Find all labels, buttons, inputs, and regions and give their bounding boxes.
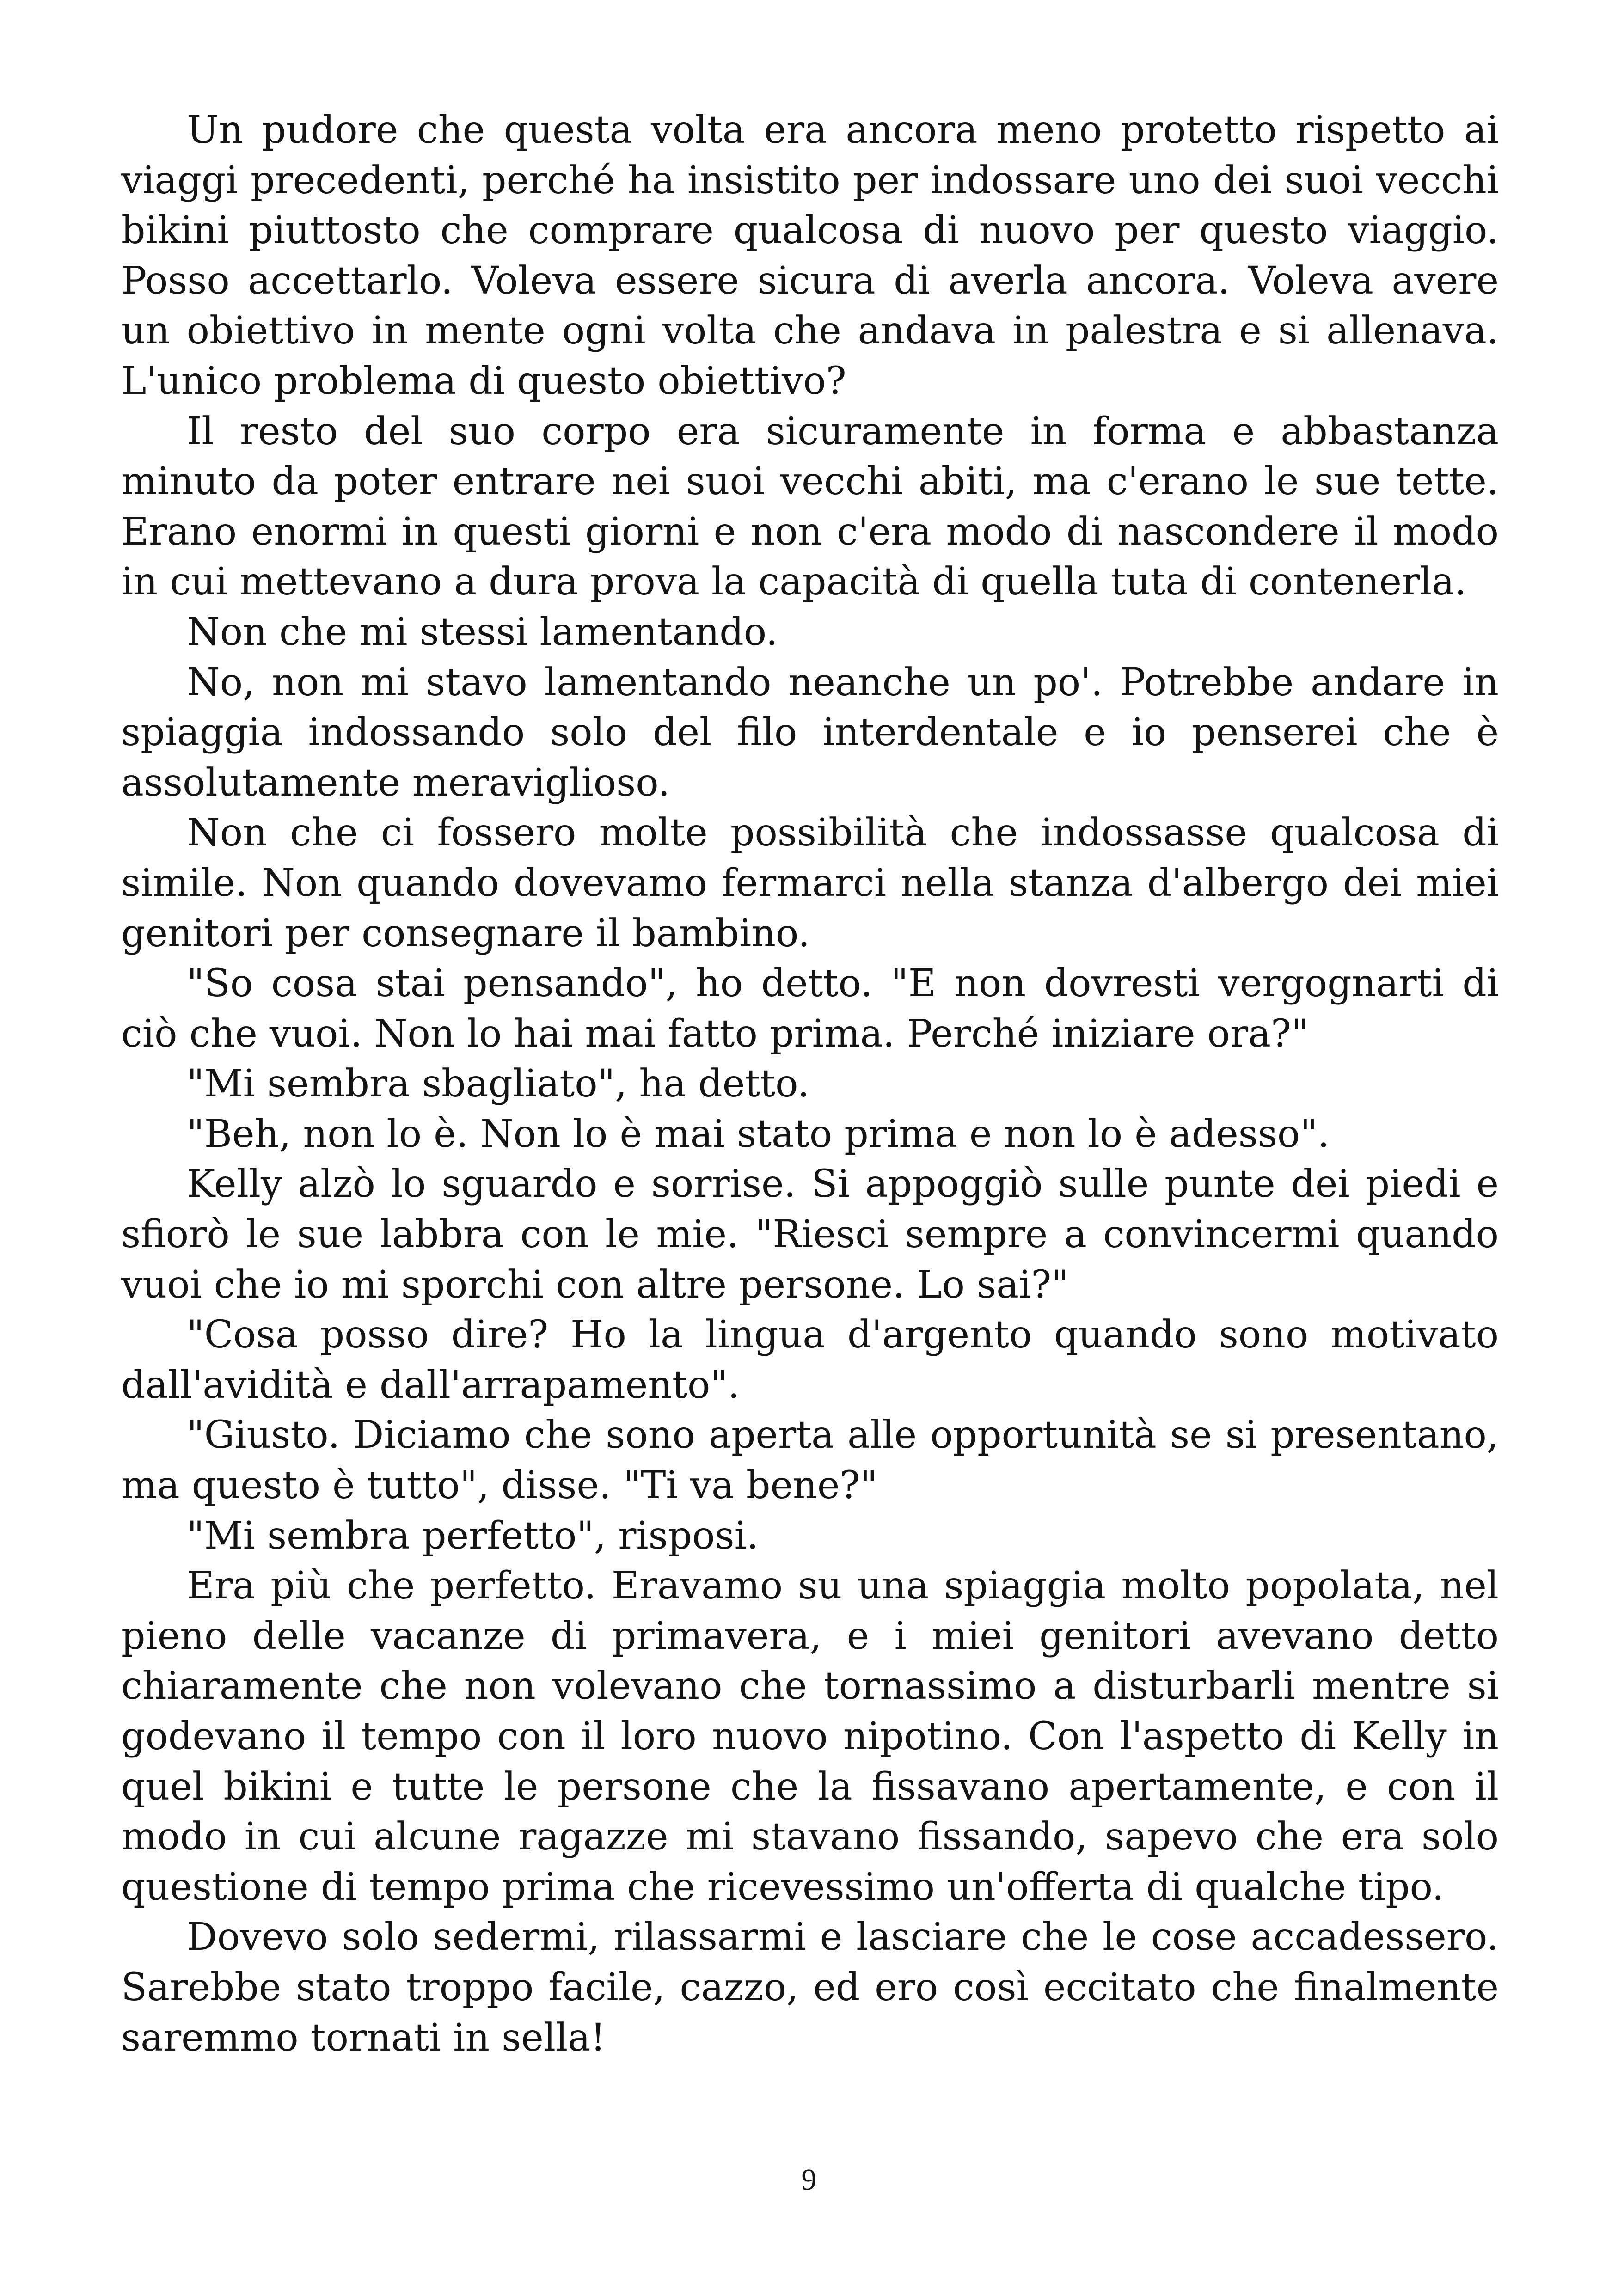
paragraph: "So cosa stai pensando", ho detto. "E non dovresti vergognarti di ciò che vuoi. Non lo hai mai fatto prima. Perché iniziare ora?" <box>121 961 1499 1056</box>
paragraph: "Mi sembra perfetto", risposi. <box>187 1513 759 1558</box>
paragraph: Non che ci fossero molte possibilità che indossasse qualcosa di simile. Non quando dovevamo fermarci nella stanza d'albergo dei miei genitori per consegnare il bambino. <box>121 811 1499 955</box>
paragraph: Dovevo solo sedermi, rilassarmi e lasciare che le cose accadessero. Sarebbe stato troppo facile, cazzo, ed ero così eccitato che finalmente saremmo tornati in sella! <box>121 1915 1499 2060</box>
paragraph: Il resto del suo corpo era sicuramente in forma e abbastanza minuto da poter entrare nei suoi vecchi abiti, ma c'erano le sue tette. Erano enormi in questi giorni e non c'era modo di nascondere il modo in cui mettevano a dura prova la capacità di quella tuta di contenerla. <box>121 409 1499 604</box>
body-text <box>121 105 1499 2063</box>
paragraph: Non che mi stessi lamentando. <box>187 610 778 654</box>
paragraph: Kelly alzò lo sguardo e sorrise. Si appoggiò sulle punte dei piedi e sfiorò le sue labbra con le mie. "Riesci sempre a convincermi quando vuoi che io mi sporchi con altre persone. Lo sai?" <box>121 1162 1499 1307</box>
paragraph: "Giusto. Diciamo che sono aperta alle opportunità se si presentano, ma questo è tutto", disse. "Ti va bene?" <box>121 1413 1499 1508</box>
page-number: 9 <box>801 2163 817 2197</box>
paragraph: Era più che perfetto. Eravamo su una spiaggia molto popolata, nel pieno delle vacanze di primavera, e i miei genitori avevano detto chiaramente che non volevano che tornassimo a disturbarli mentre si godevano il tempo con il loro nuovo nipotino. Con l'aspetto di Kelly in quel bikini e tutte le persone che la fissavano apertamente, e con il modo in cui alcune ragazze mi stavano fissando, sapevo che era solo questione di tempo prima che ricevessimo un'offerta di qualche tipo. <box>121 1564 1499 1909</box>
paragraph: "Mi sembra sbagliato", ha detto. <box>187 1062 810 1106</box>
paragraph: Un pudore che questa volta era ancora meno protetto rispetto ai viaggi precedenti, perché ha insistito per indossare uno dei suoi vecchi bikini piuttosto che comprare qualcosa di nuovo per questo viaggio. Posso accettarlo. Voleva essere sicura di averla ancora. Voleva avere un obiettivo in mente ogni volta che andava in palestra e si allenava. L'unico problema di questo obiettivo? <box>121 108 1499 403</box>
paragraph: No, non mi stavo lamentando neanche un po'. Potrebbe andare in spiaggia indossando solo del filo interdentale e io penserei che è assolutamente meraviglioso. <box>121 660 1499 805</box>
paragraph: "Cosa posso dire? Ho la lingua d'argento quando sono motivato dall'avidità e dall'arrapamento". <box>121 1313 1499 1407</box>
paragraph: "Beh, non lo è. Non lo è mai stato prima e non lo è adesso". <box>187 1112 1330 1156</box>
